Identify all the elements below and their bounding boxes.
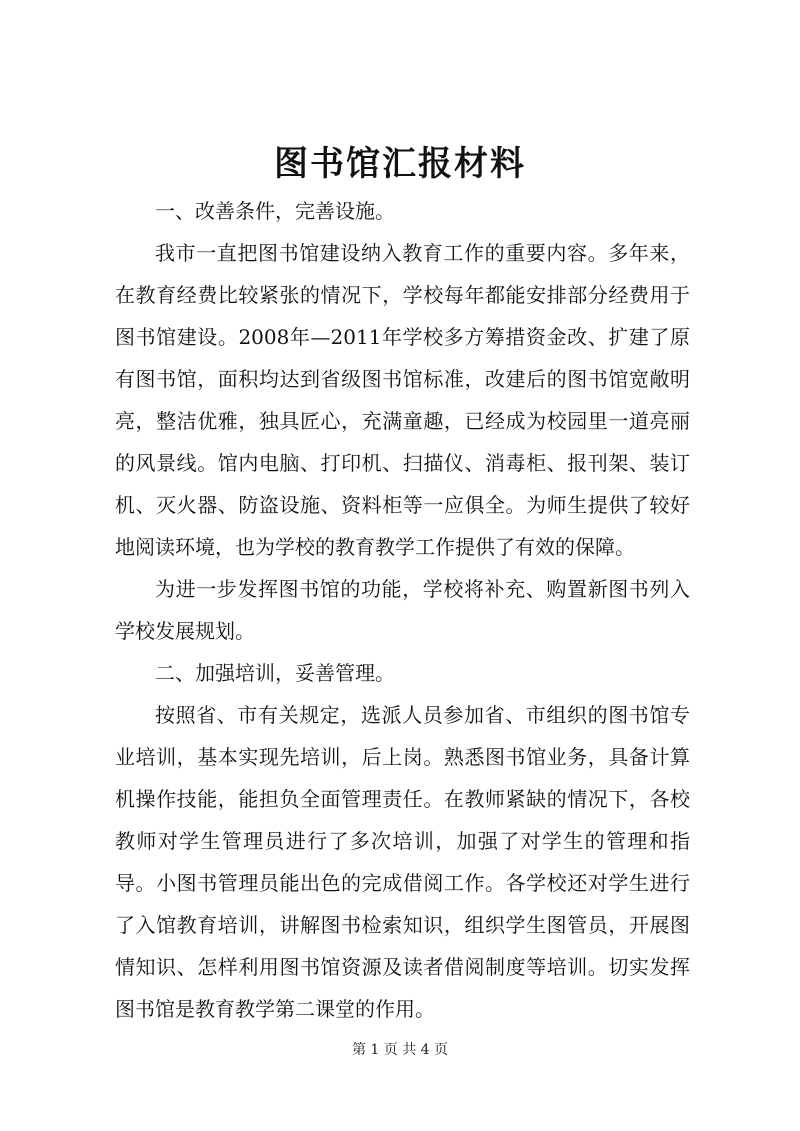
document-body [115,190,690,1030]
document-title: 图书馆汇报材料 [274,144,526,184]
section-heading-2: 二、加强培训，妥善管理。 [155,661,395,685]
page-footer: 第 1 页 共 4 页 [351,1042,449,1058]
paragraph-plan: 为进一步发挥图书馆的功能，学校将补充、购置新图书列入学校发展规划。 [115,577,690,643]
section-heading-1: 一、改善条件，完善设施。 [155,199,395,223]
paragraph-facilities: 我市一直把图书馆建设纳入教育工作的重要内容。多年来，在教育经费比较紧张的情况下，学校每年都能安排部分经费用于图书馆建设。2008年—2011年学校多方筹措资金改、扩建了原有图书馆，面积均达到省级图书馆标准，改建后的图书馆宽敞明亮，整洁优雅，独具匠心，充满童趣，已经成为校园里一道亮丽的风景线。馆内电脑、打印机、扫描仪、消毒柜、报刊架、装订机、灭火器、防盗设施、资料柜等一应俱全。为师生提供了较好地阅读环境，也为学校的教育教学工作提供了有效的保障。 [115,241,690,559]
paragraph-training: 按照省、市有关规定，选派人员参加省、市组织的图书馆专业培训，基本实现先培训，后上岗。熟悉图书馆业务，具备计算机操作技能，能担负全面管理责任。在教师紧缺的情况下，各校教师对学生管理员进行了多次培训，加强了对学生的管理和指导。小图书管理员能出色的完成借阅工作。各学校还对学生进行了入馆教育培训，讲解图书检索知识，组织学生图管员，开展图情知识、怎样利用图书馆资源及读者借阅制度等培训。切实发挥图书馆是教育教学第二课堂的作用。 [115,703,690,1021]
